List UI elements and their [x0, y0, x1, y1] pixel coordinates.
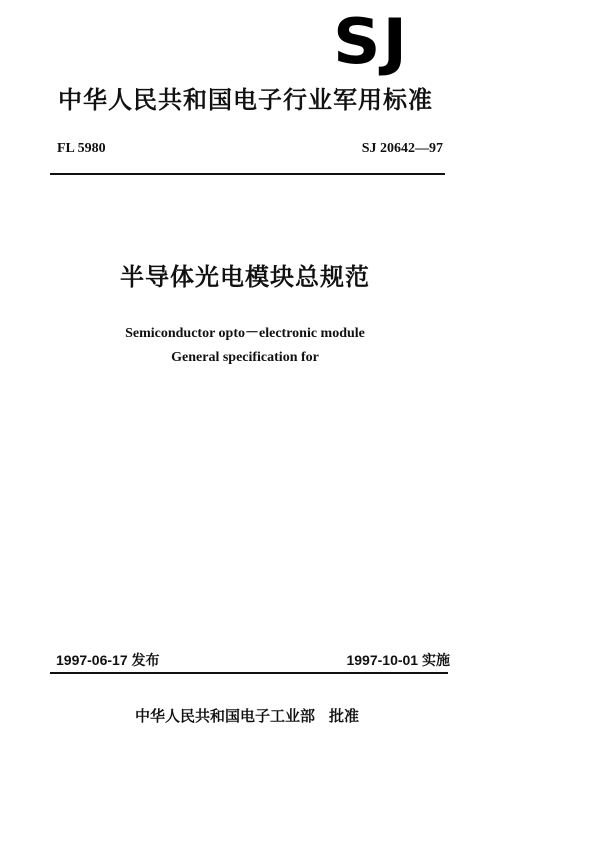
- standard-category: 中华人民共和国电子行业军用标准: [58, 86, 433, 114]
- issue-date: 1997-06-17 发布: [56, 652, 160, 668]
- top-divider: [50, 173, 445, 175]
- title-english-line-1: Semiconductor opto－electronic module: [125, 326, 365, 341]
- standard-number: SJ 20642—97: [361, 141, 443, 156]
- issuing-authority: [135, 706, 359, 726]
- document-title-chinese: 半导体光电模块总规范: [120, 263, 370, 291]
- classification-code: FL 5980: [57, 141, 106, 156]
- sj-logo: SJ: [333, 5, 410, 79]
- bottom-divider: [50, 672, 448, 674]
- issuer-name: 中华人民共和国电子工业部: [135, 707, 316, 725]
- issuer-action: 批准: [329, 707, 360, 725]
- document-title-english: [110, 322, 380, 370]
- implementation-date: 1997-10-01 实施: [346, 652, 450, 668]
- title-english-line-2: General specification for: [171, 350, 319, 365]
